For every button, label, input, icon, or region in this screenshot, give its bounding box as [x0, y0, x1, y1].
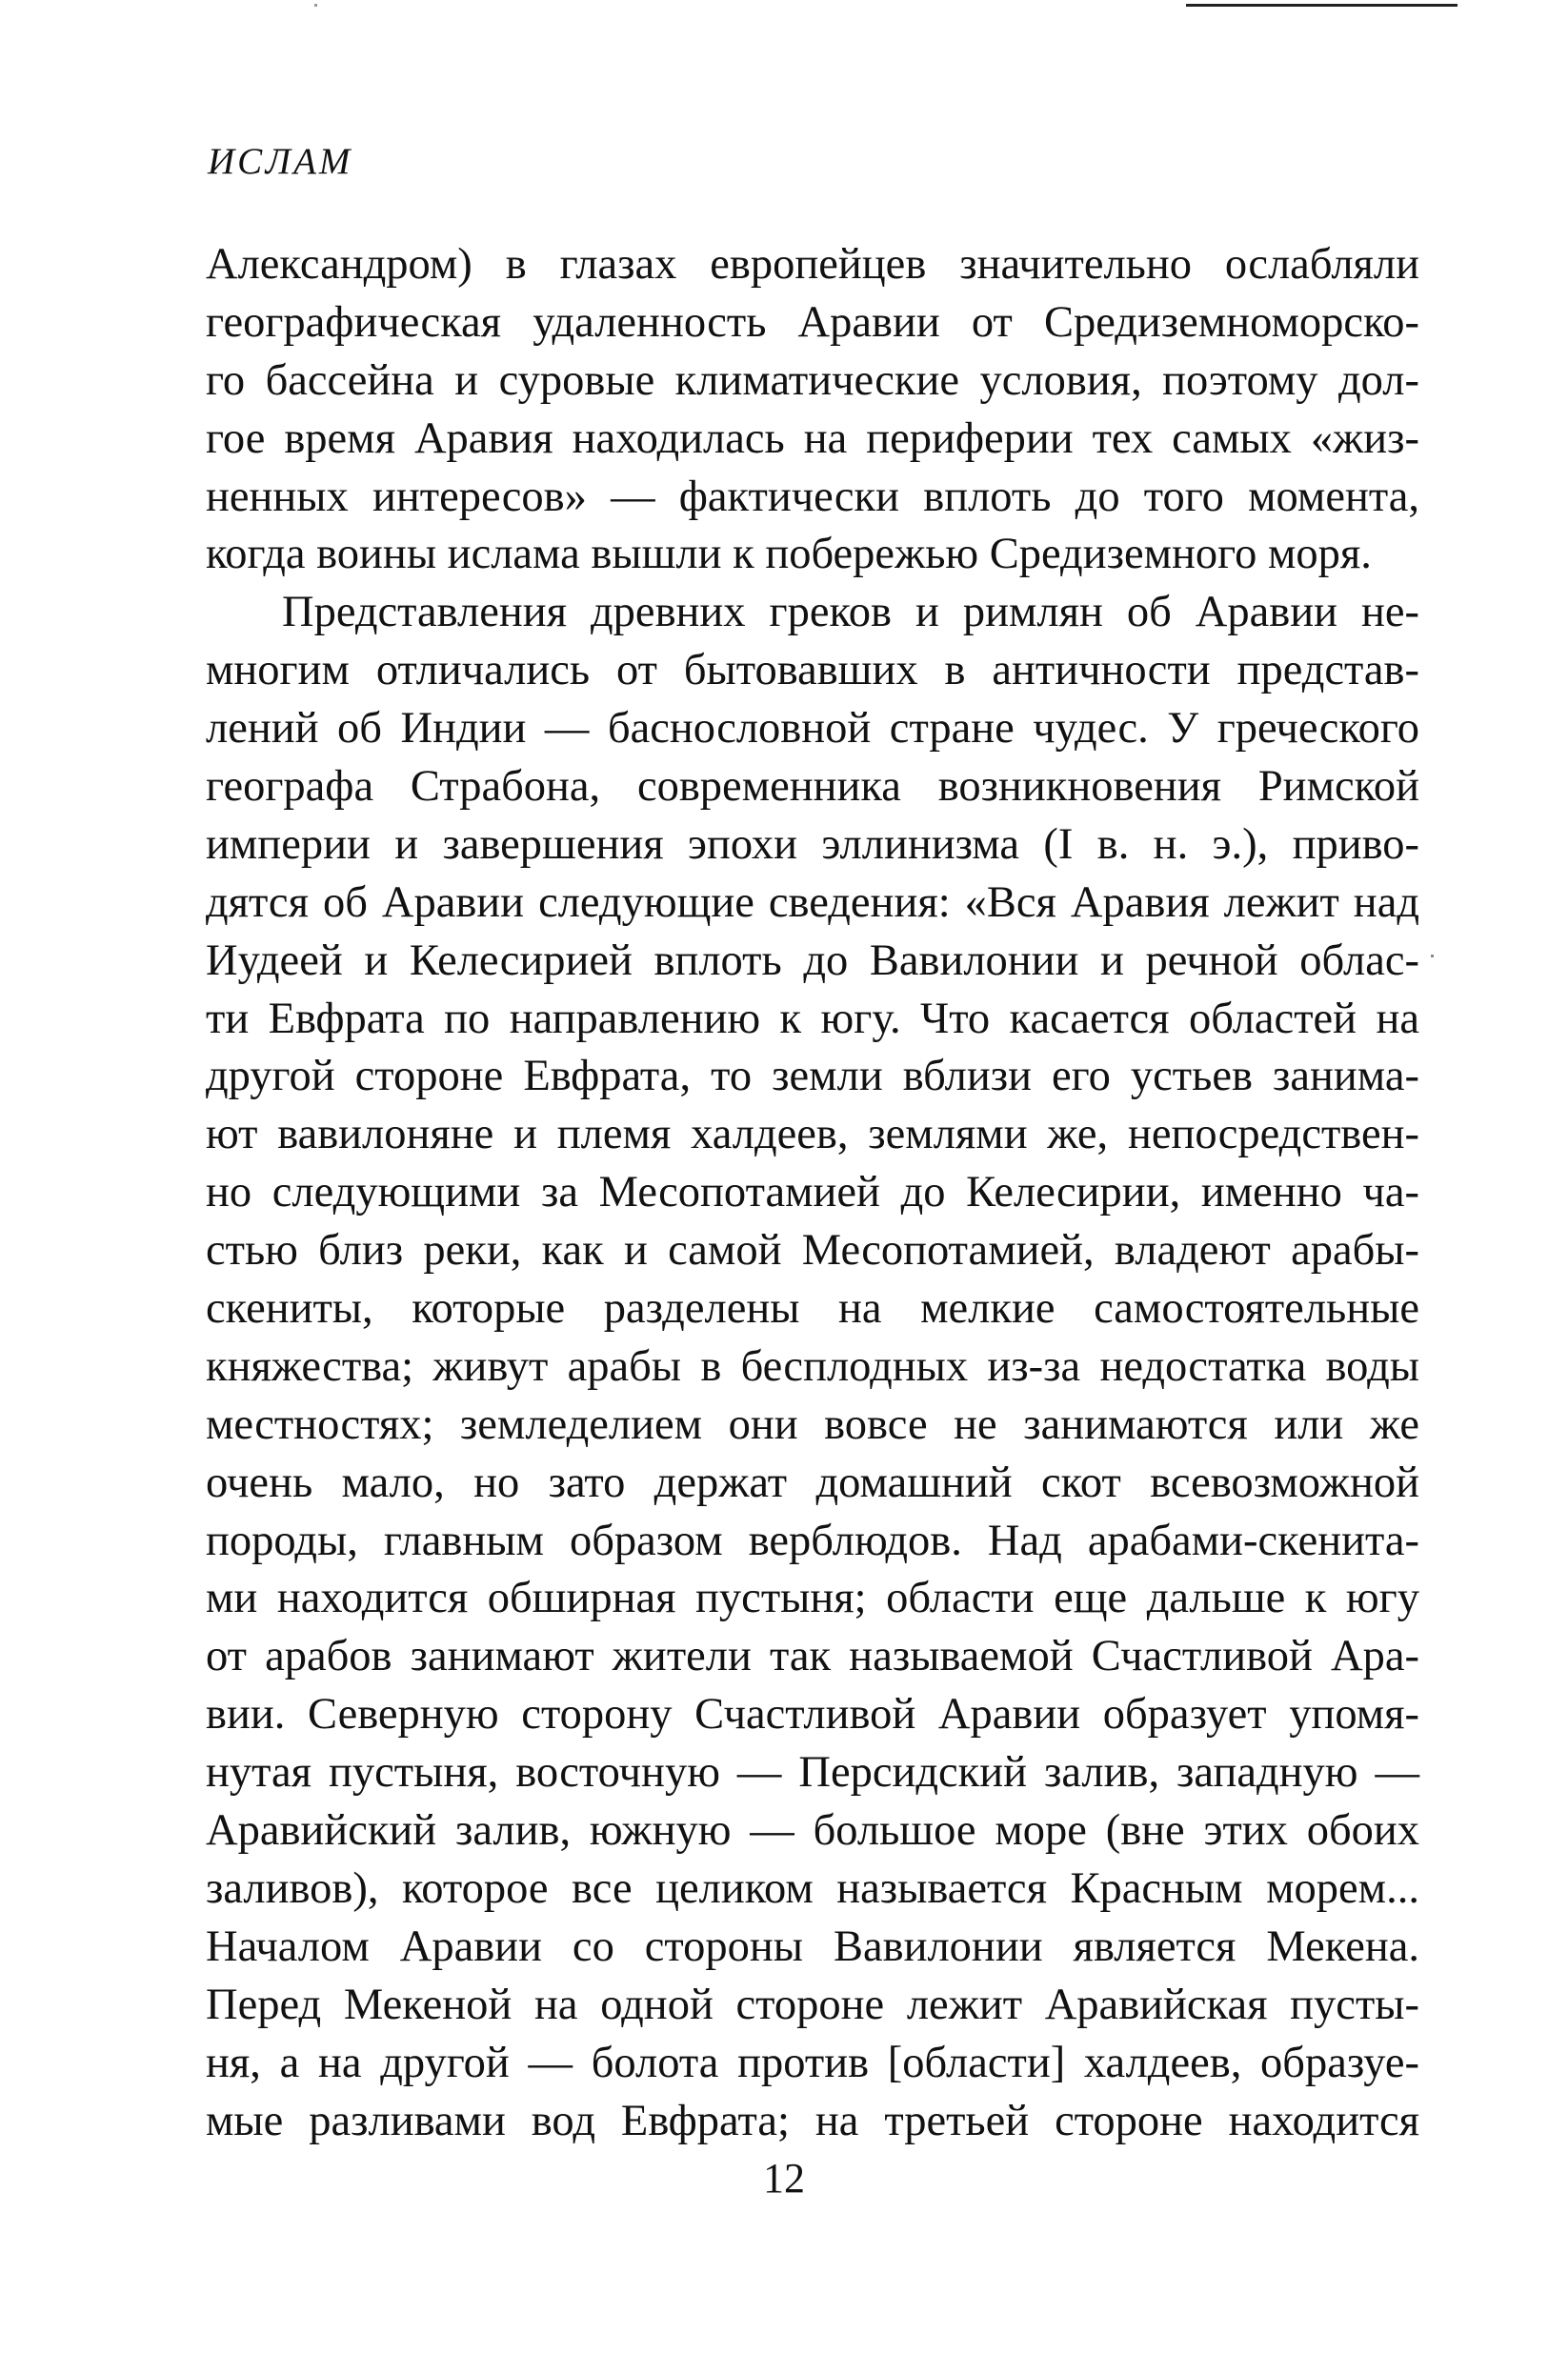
- scan-speck: [314, 4, 317, 7]
- page-number: 12: [763, 2155, 805, 2202]
- text-line: мые разливами вод Евфрата; на третьей стороне находится: [206, 2096, 1419, 2145]
- text-line: очень мало, но зато держат домашний скот всевозможной: [206, 1458, 1419, 1507]
- text-line: Иудеей и Келесирией вплоть до Вавилонии и речной облас-: [206, 936, 1419, 985]
- text-line: географическая удаленность Аравии от Средиземноморско-: [206, 297, 1419, 347]
- text-line: вии. Северную сторону Счастливой Аравии образует упомя-: [206, 1690, 1419, 1740]
- paragraph: [206, 584, 1419, 2150]
- text-line: скениты, которые разделены на мелкие самостоятельные: [206, 1284, 1419, 1334]
- text-line: лений об Индии — баснословной стране чудес. У греческого: [206, 704, 1419, 754]
- text-line: другой стороне Евфрата, то земли вблизи его устьев занима-: [206, 1052, 1419, 1101]
- text-line: Александром) в глазах европейцев значительно ослабляли: [206, 240, 1419, 289]
- body-text: [206, 236, 1419, 2150]
- text-line: дятся об Аравии следующие сведения: «Вся Аравия лежит над: [206, 877, 1419, 927]
- text-line: породы, главным образом верблюдов. Над арабами-скенита-: [206, 1516, 1419, 1565]
- scan-speck: [1431, 955, 1434, 957]
- text-line: но следующими за Месопотамией до Келесирии, именно ча-: [206, 1168, 1419, 1217]
- text-line: ми находится обширная пустыня; области еще дальше к югу: [206, 1574, 1419, 1623]
- text-line: Началом Аравии со стороны Вавилонии является Мекена.: [206, 1921, 1419, 1971]
- text-line: го бассейна и суровые климатические условия, поэтому дол-: [206, 355, 1419, 405]
- text-line: когда воины ислама вышли к побережью Средиземного моря.: [206, 530, 1372, 579]
- text-line: местностях; земледелием они вовсе не занимаются или же: [206, 1399, 1419, 1449]
- text-line: империи и завершения эпохи эллинизма (I в. н. э.), приво-: [206, 819, 1419, 869]
- text-line: многим отличались от бытовавших в античности представ-: [206, 646, 1419, 695]
- text-line: гое время Аравия находилась на периферии тех самых «жиз-: [206, 413, 1419, 463]
- paragraph: [206, 236, 1419, 584]
- text-line: географа Страбона, современника возникновения Римской: [206, 762, 1419, 812]
- text-line: ненных интересов» — фактически вплоть до того момента,: [206, 472, 1419, 521]
- text-line: нутая пустыня, восточную — Персидский залив, западную —: [206, 1748, 1419, 1798]
- text-line: Аравийский залив, южную — большое море (вне этих обоих: [206, 1806, 1419, 1856]
- text-line: Представления древних греков и римлян об Аравии не-: [282, 588, 1419, 637]
- text-line: ти Евфрата по направлению к югу. Что касается областей на: [206, 994, 1419, 1043]
- scan-edge-rule: [1186, 4, 1457, 7]
- text-line: ют вавилоняне и племя халдеев, землями же, непосредствен-: [206, 1110, 1419, 1159]
- running-head: ИСЛАМ: [208, 141, 353, 182]
- text-line: стью близ реки, как и самой Месопотамией, владеют арабы-: [206, 1226, 1419, 1276]
- text-line: от арабов занимают жители так называемой Счастливой Ара-: [206, 1632, 1419, 1681]
- text-line: Перед Мекеной на одной стороне лежит Аравийская пусты-: [206, 1980, 1419, 2029]
- text-line: заливов), которое все целиком называется Красным морем...: [206, 1863, 1419, 1913]
- text-line: княжества; живут арабы в бесплодных из-за недостатка воды: [206, 1341, 1419, 1391]
- text-line: ня, а на другой — болота против [области] халдеев, образуе-: [206, 2038, 1419, 2087]
